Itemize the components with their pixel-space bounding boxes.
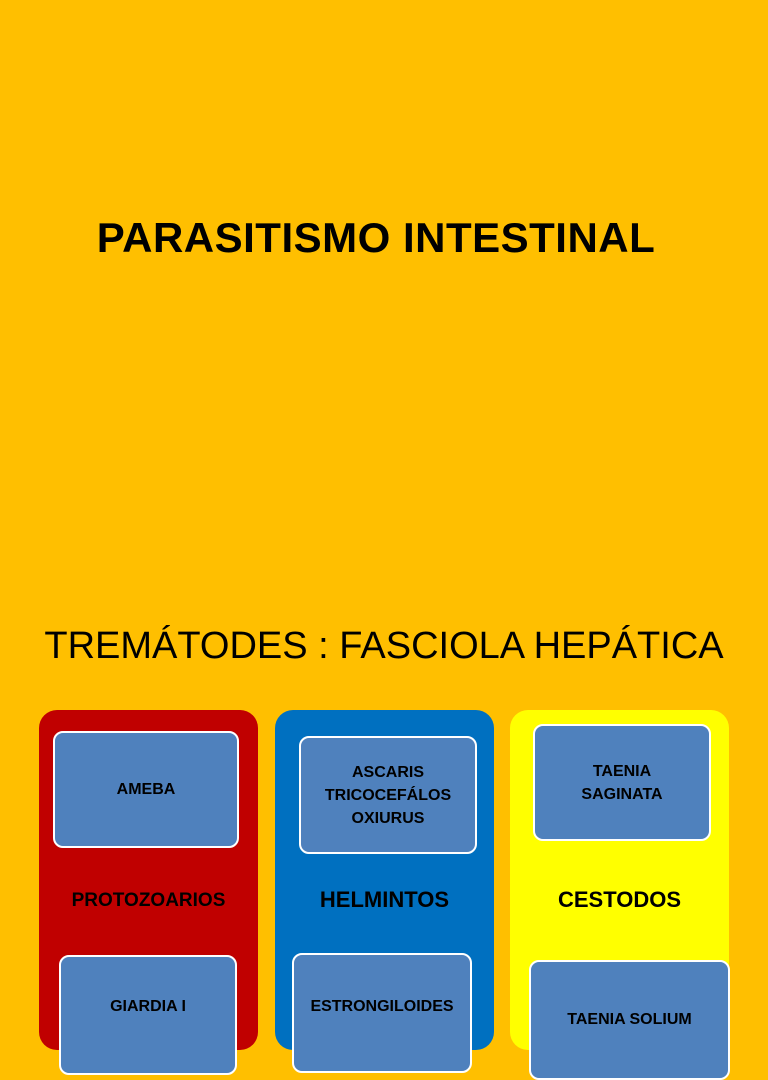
- box-giardia: GIARDIA I: [59, 955, 237, 1075]
- column-helmintos: [275, 710, 494, 1050]
- box-taenia-saginata: TAENIA SAGINATA: [533, 724, 711, 841]
- box-ascaris: ASCARIS TRICOCEFÁLOS OXIURUS: [299, 736, 477, 854]
- box-taenia-solium: TAENIA SOLIUM: [529, 960, 730, 1080]
- page-subtitle: TREMÁTODES : FASCIOLA HEPÁTICA: [44, 625, 724, 667]
- page-title: PARASITISMO INTESTINAL: [96, 214, 656, 261]
- box-ameba: AMEBA: [53, 731, 239, 848]
- column-protozoarios: [39, 710, 258, 1050]
- label-helmintos: HELMINTOS: [319, 887, 450, 912]
- label-cestodos: CESTODOS: [557, 887, 682, 912]
- box-estrongiloides: ESTRONGILOIDES: [292, 953, 472, 1073]
- column-cestodos: [510, 710, 729, 1050]
- label-protozoarios: PROTOZOARIOS: [71, 890, 226, 911]
